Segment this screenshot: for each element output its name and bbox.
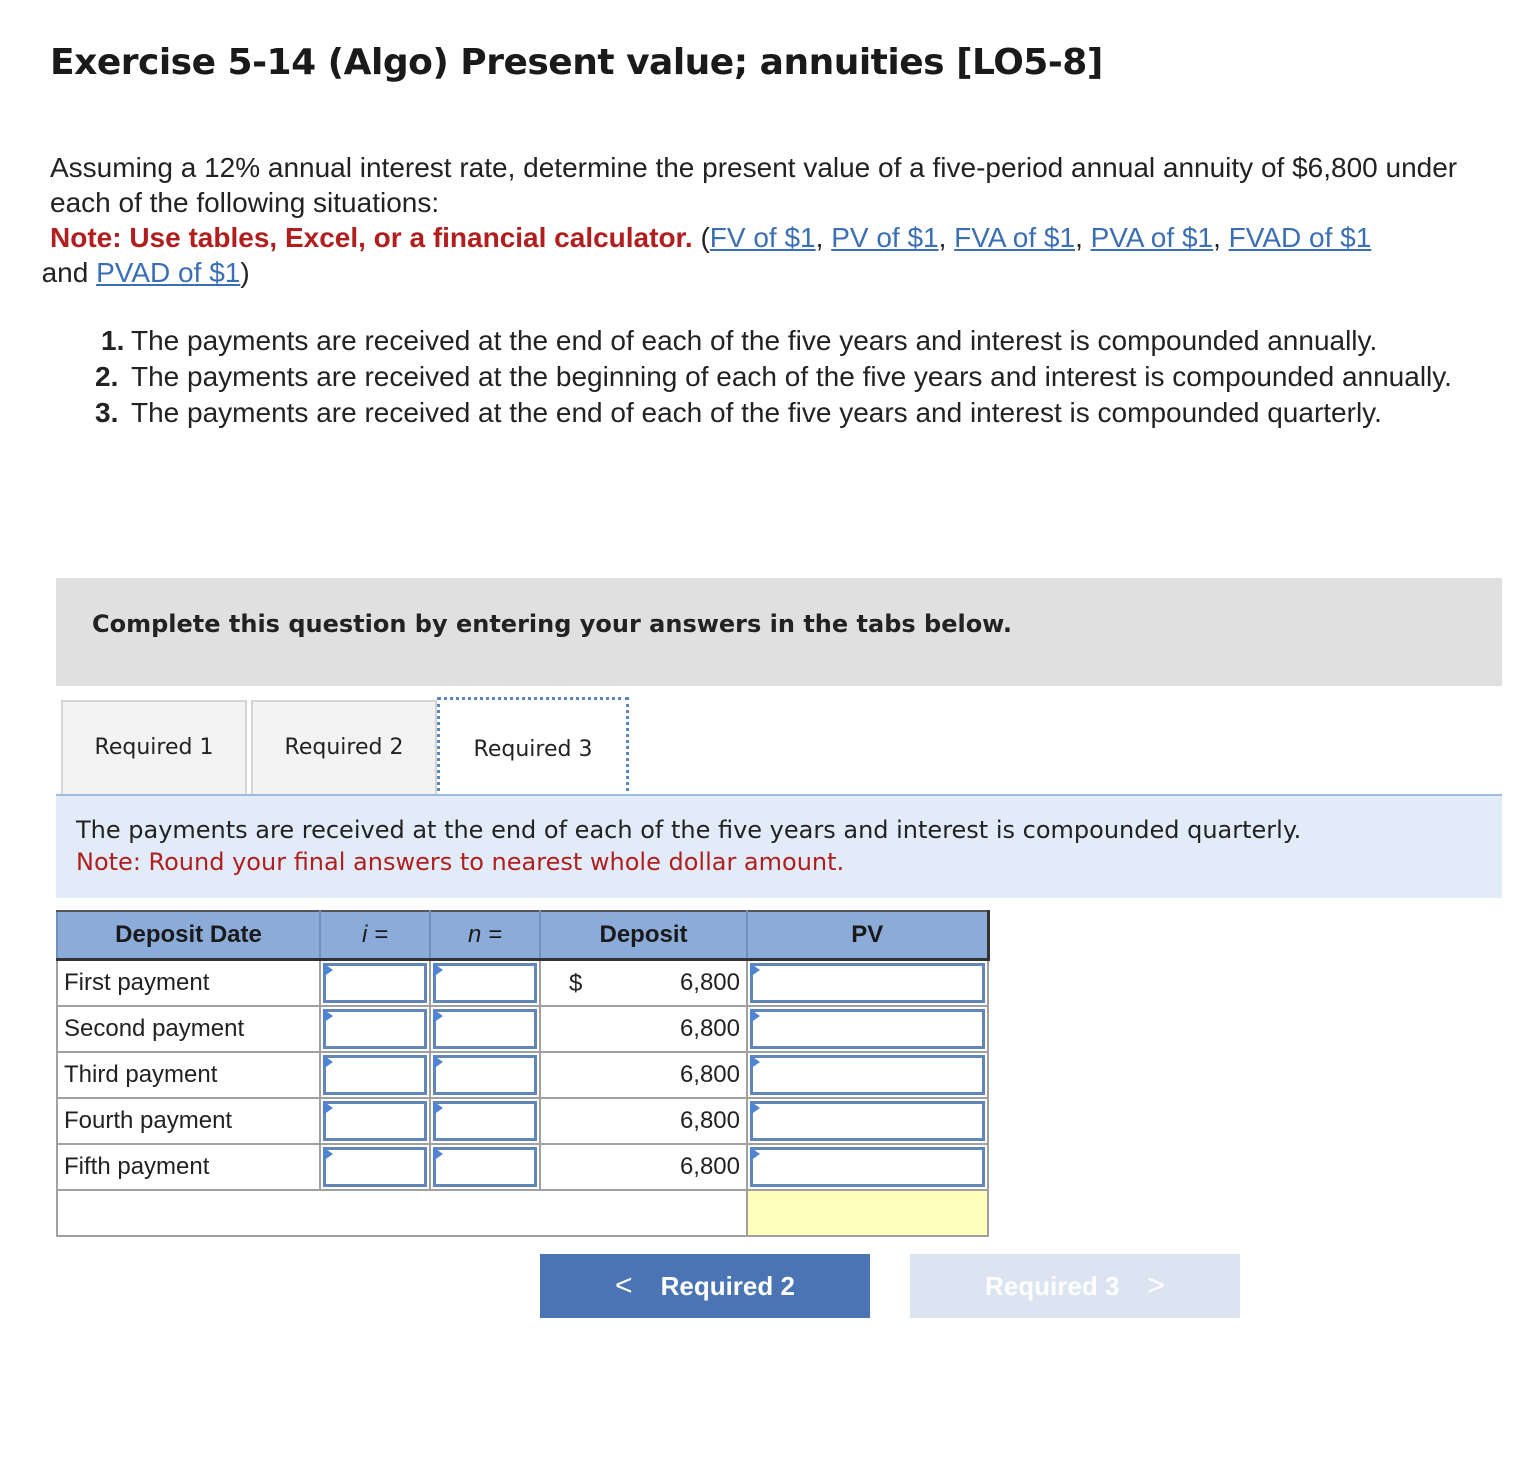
- instructions-banner: Complete this question by entering your answers in the tabs below.: [56, 578, 1502, 686]
- deposit-cell: [540, 1098, 747, 1144]
- sep: ,: [1213, 222, 1229, 253]
- i-input-cell[interactable]: [320, 1006, 430, 1052]
- requirement-number: 2.: [95, 361, 119, 392]
- intro-text: Assuming a 12% annual interest rate, determine the present value of a five-period annual annuity of $6,800 under each of the following situations:: [50, 152, 1458, 218]
- dropdown-marker-icon: [433, 1101, 443, 1115]
- deposit-cell: [540, 1006, 747, 1052]
- requirement-item: [95, 323, 1505, 359]
- requirement-text: The payments are received at the end of each of the five years and interest is compounded quarterly.: [131, 397, 1382, 428]
- pv-table: [56, 910, 990, 1237]
- header-i: i =: [320, 911, 430, 960]
- row-label: Second payment: [57, 1006, 320, 1052]
- row-label: Third payment: [57, 1052, 320, 1098]
- n-input-cell[interactable]: [430, 960, 540, 1007]
- link-pv-of-1[interactable]: PV of $1: [831, 222, 939, 253]
- tab-instruction-text: The payments are received at the end of each of the five years and interest is compounded quarterly.: [76, 816, 1302, 844]
- i-input[interactable]: [323, 1101, 427, 1141]
- exercise-title: Exercise 5-14 (Algo) Present value; annuities [LO5-8]: [50, 42, 1103, 83]
- n-input[interactable]: [433, 1101, 537, 1141]
- n-input[interactable]: [433, 1055, 537, 1095]
- table-total-row: [57, 1190, 988, 1236]
- dropdown-marker-icon: [323, 963, 333, 977]
- dropdown-marker-icon: [750, 963, 760, 977]
- tab-required-3[interactable]: Required 3: [437, 697, 629, 797]
- link-fva-of-1[interactable]: FVA of $1: [954, 222, 1076, 253]
- deposit-cell: [540, 960, 747, 1007]
- link-pvad-of-1[interactable]: PVAD of $1: [96, 257, 241, 288]
- sep: ,: [1075, 222, 1091, 253]
- requirement-text: The payments are received at the beginning of each of the five years and interest is compounded annually.: [131, 361, 1452, 392]
- header-deposit-date: Deposit Date: [57, 911, 320, 960]
- dropdown-marker-icon: [433, 963, 443, 977]
- requirement-number: 3.: [95, 397, 119, 428]
- link-fvad-of-1[interactable]: FVAD of $1: [1228, 222, 1372, 253]
- and-text: and: [41, 257, 97, 288]
- prev-button-label: Required 2: [660, 1271, 795, 1301]
- pv-input-cell[interactable]: [747, 1052, 988, 1098]
- i-input[interactable]: [323, 1009, 427, 1049]
- header-pv: PV: [747, 911, 988, 960]
- link-fv-of-1[interactable]: FV of $1: [709, 222, 816, 253]
- deposit-value: 6,800: [679, 1107, 740, 1134]
- tab-instructions: [56, 796, 1502, 898]
- row-label: Fourth payment: [57, 1098, 320, 1144]
- table-row: [57, 960, 988, 1007]
- chevron-left-icon: <: [615, 1269, 633, 1302]
- dropdown-marker-icon: [323, 1147, 333, 1161]
- prev-required-2-button[interactable]: [540, 1254, 870, 1318]
- pv-input-cell[interactable]: [747, 1144, 988, 1190]
- currency-symbol: $: [569, 970, 583, 997]
- row-label: Fifth payment: [57, 1144, 320, 1190]
- sep: ,: [815, 222, 832, 253]
- pv-input[interactable]: [750, 963, 985, 1003]
- row-label: First payment: [57, 960, 320, 1007]
- header-deposit: Deposit: [540, 911, 747, 960]
- sep: ,: [938, 222, 955, 253]
- i-input-cell[interactable]: [320, 960, 430, 1007]
- deposit-cell: [540, 1052, 747, 1098]
- dropdown-marker-icon: [750, 1009, 760, 1023]
- pv-input-cell[interactable]: [747, 960, 988, 1007]
- deposit-value: 6,800: [679, 1153, 740, 1180]
- requirement-item: [95, 395, 1505, 431]
- dropdown-marker-icon: [323, 1055, 333, 1069]
- calculator-note: Note: Use tables, Excel, or a financial calculator.: [50, 222, 693, 253]
- dropdown-marker-icon: [323, 1009, 333, 1023]
- n-input-cell[interactable]: [430, 1052, 540, 1098]
- pv-input[interactable]: [750, 1009, 985, 1049]
- requirement-text: The payments are received at the end of each of the five years and interest is compounded annually.: [131, 325, 1378, 356]
- pv-input[interactable]: [750, 1101, 985, 1141]
- table-row: [57, 1006, 988, 1052]
- total-pv-cell: [747, 1190, 988, 1236]
- open-paren: (: [692, 222, 710, 253]
- tab-required-1[interactable]: Required 1: [61, 700, 247, 794]
- next-required-3-button[interactable]: [910, 1254, 1240, 1318]
- pv-input[interactable]: [750, 1147, 985, 1187]
- table-row: [57, 1098, 988, 1144]
- requirement-number: 1.: [101, 325, 125, 356]
- deposit-value: 6,800: [679, 1061, 740, 1088]
- n-input[interactable]: [433, 1009, 537, 1049]
- pv-input-cell[interactable]: [747, 1098, 988, 1144]
- i-input-cell[interactable]: [320, 1098, 430, 1144]
- i-input[interactable]: [323, 1147, 427, 1187]
- n-input-cell[interactable]: [430, 1098, 540, 1144]
- i-input[interactable]: [323, 963, 427, 1003]
- tab-required-2[interactable]: Required 2: [251, 700, 437, 794]
- table-row: [57, 1052, 988, 1098]
- next-button-label: Required 3: [985, 1271, 1120, 1301]
- dropdown-marker-icon: [323, 1101, 333, 1115]
- n-input[interactable]: [433, 1147, 537, 1187]
- dropdown-marker-icon: [750, 1101, 760, 1115]
- intro-paragraph: [41, 150, 1490, 290]
- deposit-value: 6,800: [679, 969, 740, 996]
- link-pva-of-1[interactable]: PVA of $1: [1090, 222, 1214, 253]
- table-row: [57, 1144, 988, 1190]
- dropdown-marker-icon: [433, 1147, 443, 1161]
- rounding-note: Note: Round your final answers to nearest whole dollar amount.: [76, 848, 845, 876]
- deposit-value: 6,800: [679, 1015, 740, 1042]
- dropdown-marker-icon: [433, 1009, 443, 1023]
- i-input-cell[interactable]: [320, 1052, 430, 1098]
- dropdown-marker-icon: [750, 1147, 760, 1161]
- i-input[interactable]: [323, 1055, 427, 1095]
- i-input-cell[interactable]: [320, 1144, 430, 1190]
- dropdown-marker-icon: [433, 1055, 443, 1069]
- header-n: n =: [430, 911, 540, 960]
- pv-input[interactable]: [750, 1055, 985, 1095]
- n-input[interactable]: [433, 963, 537, 1003]
- dropdown-marker-icon: [750, 1055, 760, 1069]
- n-input-cell[interactable]: [430, 1144, 540, 1190]
- pv-input-cell[interactable]: [747, 1006, 988, 1052]
- deposit-cell: [540, 1144, 747, 1190]
- requirement-item: [95, 359, 1505, 395]
- close-paren: ): [240, 257, 250, 288]
- table-header-row: [57, 911, 988, 960]
- n-input-cell[interactable]: [430, 1006, 540, 1052]
- chevron-right-icon: >: [1147, 1269, 1165, 1302]
- requirements-list: [95, 323, 1505, 431]
- total-blank-cell: [57, 1190, 747, 1236]
